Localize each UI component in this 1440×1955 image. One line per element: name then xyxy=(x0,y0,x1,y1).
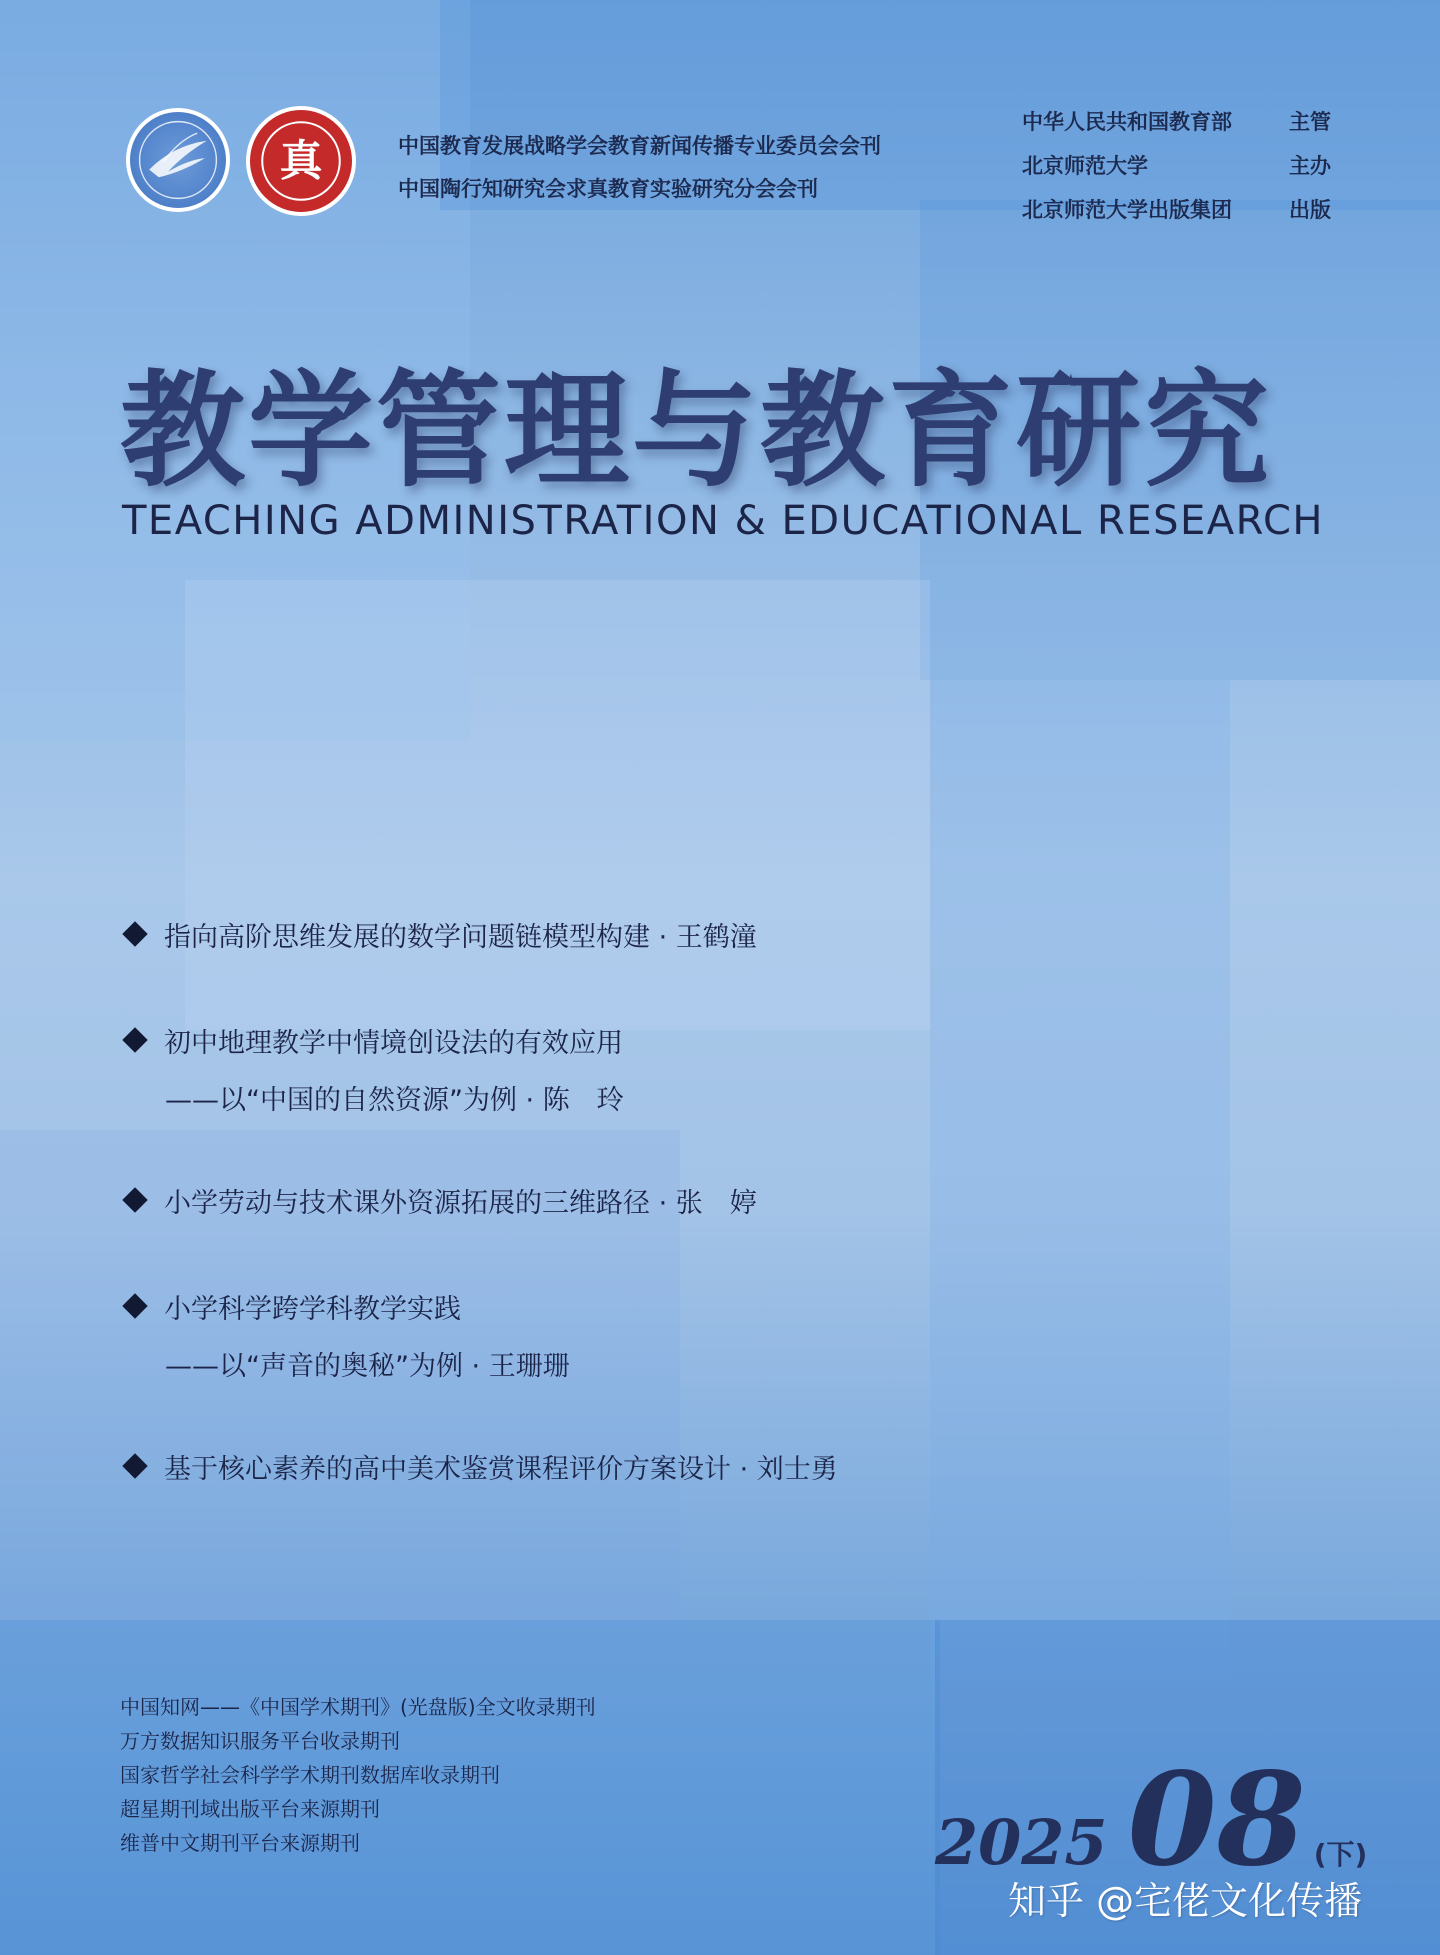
sponsor-row xyxy=(1022,100,1337,144)
journal-title-english: TEACHING ADMINISTRATION & EDUCATIONAL RESEARCH xyxy=(122,498,1324,544)
sponsor-row xyxy=(1022,144,1337,188)
watermark-text: 知乎 @宅佬文化传播 xyxy=(1008,1879,1363,1923)
index-line: 万方数据知识服务平台收录期刊 xyxy=(120,1729,400,1753)
article-title: 基于核心素养的高中美术鉴赏课程评价方案设计 · 刘士勇 xyxy=(164,1454,838,1485)
article-item xyxy=(120,915,757,954)
sponsor-name: 北京师范大学 xyxy=(1022,154,1148,178)
sponsor-role: 主管 xyxy=(1289,110,1331,134)
issue-number: 08 xyxy=(1127,1745,1306,1895)
article-title: 小学劳动与技术课外资源拓展的三维路径 · 张 婷 xyxy=(164,1188,757,1219)
society-emblem-icon xyxy=(126,108,230,212)
article-title: 小学科学跨学科教学实践 xyxy=(164,1294,461,1325)
society-line: 中国教育发展战略学会教育新闻传播专业委员会会刊 xyxy=(398,134,881,158)
issue-part: (下) xyxy=(1313,1838,1368,1871)
index-line: 中国知网——《中国学术期刊》(光盘版)全文收录期刊 xyxy=(120,1695,596,1719)
society-lines xyxy=(398,125,881,211)
article-title: 指向高阶思维发展的数学问题链模型构建 · 王鹤潼 xyxy=(164,922,757,953)
index-list xyxy=(120,1690,596,1860)
article-item xyxy=(120,1287,570,1383)
diamond-bullet-icon xyxy=(122,1027,147,1052)
article-subtitle: ——以“中国的自然资源”为例 · 陈 玲 xyxy=(165,1085,624,1116)
sponsor-role: 主办 xyxy=(1289,154,1331,178)
article-title: 初中地理教学中情境创设法的有效应用 xyxy=(164,1028,623,1059)
society-line: 中国陶行知研究会求真教育实验研究分会会刊 xyxy=(398,177,818,201)
zhen-seal-icon xyxy=(246,106,356,216)
diamond-bullet-icon xyxy=(122,1453,147,1478)
index-line: 国家哲学社会科学学术期刊数据库收录期刊 xyxy=(120,1763,500,1787)
sponsor-row xyxy=(1022,188,1337,232)
issue-year: 2025 xyxy=(935,1806,1108,1879)
diamond-bullet-icon xyxy=(122,1293,147,1318)
article-item xyxy=(120,1181,757,1220)
article-subtitle: ——以“声音的奥秘”为例 · 王珊珊 xyxy=(165,1351,570,1382)
diamond-bullet-icon xyxy=(122,921,147,946)
article-item xyxy=(120,1021,624,1117)
sponsor-name: 北京师范大学出版集团 xyxy=(1022,198,1232,222)
sponsor-name: 中华人民共和国教育部 xyxy=(1022,110,1232,134)
index-line: 超星期刊域出版平台来源期刊 xyxy=(120,1797,380,1821)
sponsors-block xyxy=(1022,100,1337,232)
journal-title-chinese: 教学管理与教育研究 xyxy=(120,358,1272,504)
sponsor-role: 出版 xyxy=(1289,198,1331,222)
index-line: 维普中文期刊平台来源期刊 xyxy=(120,1831,360,1855)
article-item xyxy=(120,1447,838,1486)
seal-glyph: 真 xyxy=(279,136,323,187)
diamond-bullet-icon xyxy=(122,1187,147,1212)
